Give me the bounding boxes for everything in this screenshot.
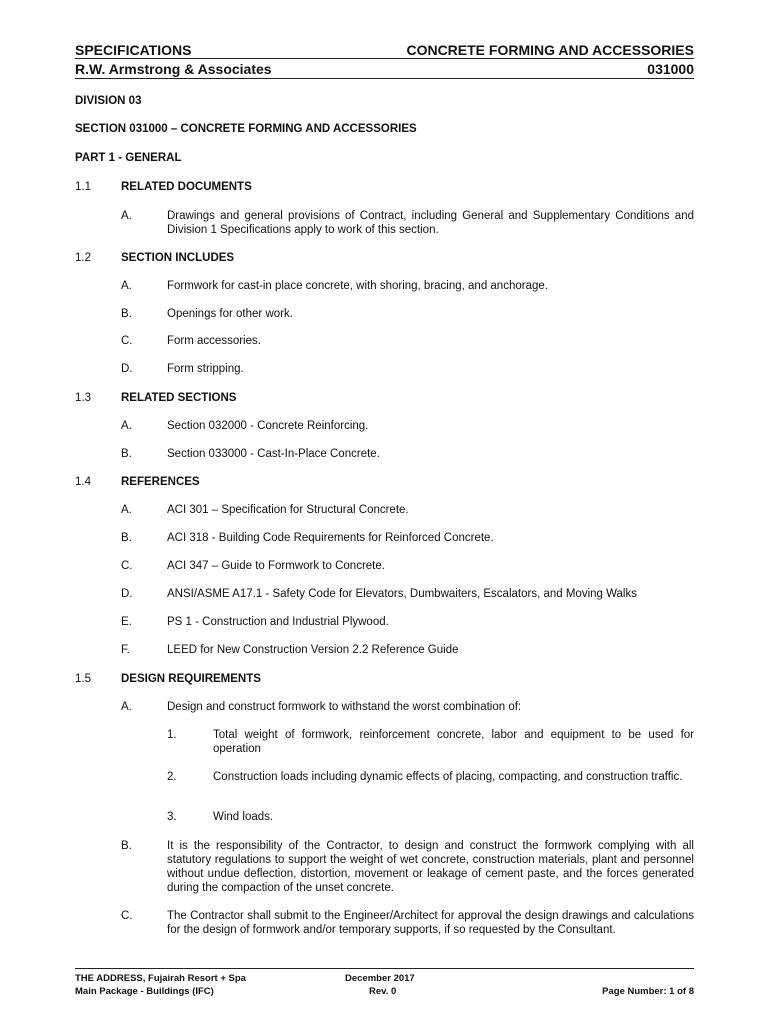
item-text: ACI 347 – Guide to Formwork to Concrete. bbox=[167, 560, 385, 572]
item-text: Drawings and general provisions of Contract, including General and Supplementary Conditions and Division 1 Specifications apply to work of this section. bbox=[167, 210, 694, 236]
item-letter: B. bbox=[121, 840, 132, 852]
item-letter: A. bbox=[121, 420, 132, 432]
item-text: Section 033000 - Cast-In-Place Concrete. bbox=[167, 448, 380, 460]
subitem-text: Wind loads. bbox=[213, 811, 274, 823]
item-letter: C. bbox=[121, 335, 133, 347]
header-specifications: SPECIFICATIONS bbox=[75, 42, 192, 58]
subitem-number: 1. bbox=[167, 729, 177, 741]
footer-divider bbox=[75, 968, 694, 969]
header-section-name: CONCRETE FORMING AND ACCESSORIES bbox=[406, 42, 694, 58]
footer-project-name: THE ADDRESS, Fujairah Resort + Spa bbox=[75, 973, 246, 984]
item-text: Formwork for cast-in place concrete, with shoring, bracing, and anchorage. bbox=[167, 280, 548, 292]
footer-revision: Rev. 0 bbox=[369, 986, 397, 997]
item-letter: B. bbox=[121, 532, 132, 544]
item-letter: B. bbox=[121, 308, 132, 320]
item-letter: D. bbox=[121, 588, 133, 600]
header-divider-top bbox=[75, 58, 694, 59]
item-text: ACI 301 – Specification for Structural Concrete. bbox=[167, 504, 409, 516]
article-title: RELATED SECTIONS bbox=[121, 392, 237, 404]
item-letter: A. bbox=[121, 210, 132, 222]
item-letter: C. bbox=[121, 560, 133, 572]
subitem-number: 2. bbox=[167, 771, 177, 783]
item-letter: A. bbox=[121, 701, 132, 713]
item-text: Form stripping. bbox=[167, 363, 244, 375]
item-text: It is the responsibility of the Contractor, to design and construct the formwork complying with all statutory regulations to support the weight of wet concrete, construction materials, plant and personnel without undue deflection, distortion, movement or leakage of cement paste, and the forces generated during the compaction of the unset concrete. bbox=[167, 840, 694, 894]
item-text: ACI 318 - Building Code Requirements for Reinforced Concrete. bbox=[167, 532, 494, 544]
footer-date: December 2017 bbox=[345, 973, 415, 984]
item-letter: C. bbox=[121, 910, 133, 922]
subitem-number: 3. bbox=[167, 811, 177, 823]
item-text: LEED for New Construction Version 2.2 Reference Guide bbox=[167, 644, 459, 656]
item-text: Form accessories. bbox=[167, 335, 261, 347]
article-title: RELATED DOCUMENTS bbox=[121, 181, 252, 193]
item-letter: E. bbox=[121, 616, 132, 628]
item-text: The Contractor shall submit to the Engineer/Architect for approval the design drawings and calculations for the design of formwork and/or temporary supports, if so requested by the Consultant. bbox=[167, 910, 694, 936]
header-section-number: 031000 bbox=[647, 61, 694, 77]
article-title: SECTION INCLUDES bbox=[121, 252, 235, 264]
item-text: PS 1 - Construction and Industrial Plywood. bbox=[167, 616, 389, 628]
item-text: Design and construct formwork to withstand the worst combination of: bbox=[167, 701, 522, 713]
article-number: 1.5 bbox=[75, 673, 91, 685]
header-divider-bottom bbox=[75, 78, 694, 79]
division-title: DIVISION 03 bbox=[75, 95, 142, 107]
footer-page-number: Page Number: 1 of 8 bbox=[602, 986, 694, 997]
article-number: 1.4 bbox=[75, 476, 91, 488]
item-text: ANSI/ASME A17.1 - Safety Code for Elevators, Dumbwaiters, Escalators, and Moving Walks bbox=[167, 588, 637, 600]
item-letter: A. bbox=[121, 280, 132, 292]
subitem-text: Construction loads including dynamic effects of placing, compacting, and construction traffic. bbox=[213, 771, 683, 783]
part-title: PART 1 - GENERAL bbox=[75, 152, 182, 164]
header-row-top bbox=[75, 42, 694, 58]
item-letter: F. bbox=[121, 644, 130, 656]
header-row-bottom bbox=[75, 61, 694, 77]
article-number: 1.1 bbox=[75, 181, 91, 193]
section-title: SECTION 031000 – CONCRETE FORMING AND ACCESSORIES bbox=[75, 123, 417, 135]
item-text: Openings for other work. bbox=[167, 308, 293, 320]
article-title: DESIGN REQUIREMENTS bbox=[121, 673, 261, 685]
item-letter: A. bbox=[121, 504, 132, 516]
header-firm-name: R.W. Armstrong & Associates bbox=[75, 61, 272, 77]
item-text: Section 032000 - Concrete Reinforcing. bbox=[167, 420, 369, 432]
item-letter: B. bbox=[121, 448, 132, 460]
article-number: 1.3 bbox=[75, 392, 91, 404]
subitem-text: Total weight of formwork, reinforcement concrete, labor and equipment to be used for operation bbox=[213, 729, 694, 755]
article-title: REFERENCES bbox=[121, 476, 200, 488]
item-letter: D. bbox=[121, 363, 133, 375]
article-number: 1.2 bbox=[75, 252, 91, 264]
footer-package-name: Main Package - Buildings (IFC) bbox=[75, 986, 214, 997]
